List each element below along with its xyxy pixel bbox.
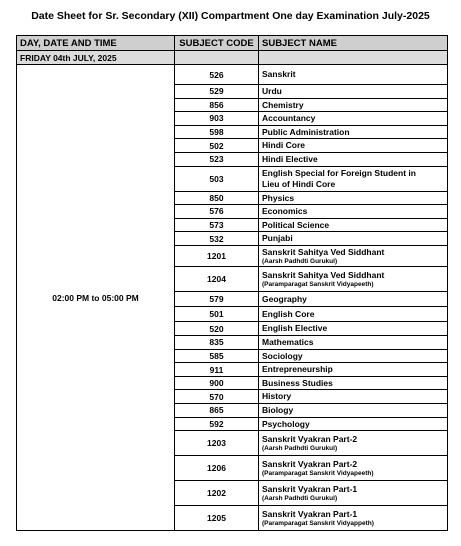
subject-code: 911 [175,363,259,377]
subject-code: 592 [175,417,259,431]
subject-code: 532 [175,232,259,246]
subject-name: Psychology [262,418,310,429]
subject-name: Hindi Core [262,140,305,151]
subject-code: 865 [175,404,259,418]
subject-code: 856 [175,98,259,112]
subject-institution-note: (Paramparagat Sanskrit Vidyapeeth) [262,281,374,289]
subject-institution-note: (Aarsh Padhdti Gurukul) [262,444,338,452]
subject-code: 585 [175,349,259,363]
subject-name: Economics [262,206,308,217]
subject-name-cell [259,191,448,205]
subject-name: Sanskrit Vyakran Part-1 [262,483,358,494]
subject-code: 1201 [175,245,259,267]
table-row [17,65,448,85]
subject-code: 503 [175,166,259,191]
exam-time: 02:00 PM to 05:00 PM [17,65,175,531]
subject-name-cell [259,139,448,153]
subject-code: 850 [175,191,259,205]
subject-name: History [262,391,292,402]
subject-code: 598 [175,125,259,139]
subject-code: 1204 [175,267,259,292]
subject-name: English Elective [262,323,328,334]
day-row-name-blank [259,51,448,65]
subject-institution-note: (Paramparagat Sanskrit Vidyappeth) [262,519,374,527]
subject-name: Sanskrit Vyakran Part-1 [262,508,358,519]
subject-name: Mathematics [262,337,314,348]
subject-name-cell [259,85,448,99]
subject-code: 520 [175,322,259,336]
subject-name-cell [259,267,448,292]
subject-code: 903 [175,112,259,126]
subject-code: 576 [175,205,259,219]
subject-name-cell [259,65,448,85]
subject-institution-note: (Paramparagat Sanskrit Vidyapeeth) [262,469,374,477]
subject-name-cell [259,349,448,363]
subject-code: 573 [175,218,259,232]
subject-name: Biology [262,405,294,416]
subject-code: 835 [175,336,259,350]
subject-code: 1205 [175,506,259,531]
header-subject-name: SUBJECT NAME [259,36,448,51]
subject-name-cell [259,166,448,191]
subject-name: Business Studies [262,377,333,388]
subject-name: Sanskrit Vyakran Part-2 [262,433,358,444]
subject-name: Punjabi [262,233,293,244]
subject-name-cell [259,125,448,139]
subject-name-cell [259,431,448,456]
subject-name-cell [259,481,448,506]
subject-name-cell [259,322,448,336]
subject-name-cell [259,376,448,390]
subject-name-cell [259,218,448,232]
subject-institution-note: (Aarsh Padhdti Gurukul) [262,494,338,502]
subject-name: Hindi Elective [262,154,318,165]
page-title: Date Sheet for Sr. Secondary (XII) Compartment One day Examination July-2025 [31,10,430,22]
subject-name-cell [259,292,448,307]
subject-code: 1202 [175,481,259,506]
subject-name: English Core [262,309,315,320]
subject-name: Sociology [262,350,303,361]
subject-name: Urdu [262,86,282,97]
subject-name: Sanskrit [262,69,296,80]
subject-code: 900 [175,376,259,390]
subject-name-cell [259,307,448,322]
subject-name: Accountancy [262,113,316,124]
subject-code: 579 [175,292,259,307]
day-label: FRIDAY 04th JULY, 2025 [17,51,175,65]
subject-name: Sanskrit Vyakran Part-2 [262,458,358,469]
day-row [17,51,448,65]
subject-name: Chemistry [262,99,304,110]
subject-code: 502 [175,139,259,153]
subject-name: Political Science [262,219,330,230]
subject-name-cell [259,152,448,166]
subject-name-cell [259,205,448,219]
subject-name-cell [259,417,448,431]
subject-name-cell [259,336,448,350]
subject-code: 570 [175,390,259,404]
subject-name-cell [259,404,448,418]
header-day-date-time: DAY, DATE AND TIME [17,36,175,51]
date-sheet-table [16,35,448,531]
subject-name-cell [259,456,448,481]
subject-name: Entrepreneurship [262,364,333,375]
subject-code: 523 [175,152,259,166]
subject-name-cell [259,390,448,404]
subject-name: Sanskrit Sahitya Ved Siddhant [262,270,385,281]
subject-name-cell [259,232,448,246]
header-row [17,36,448,51]
subject-name-cell [259,112,448,126]
subject-name-cell [259,363,448,377]
subject-name-cell [259,506,448,531]
subject-name: Physics [262,192,295,203]
subject-name-line2: Lieu of Hindi Core [262,178,336,189]
subject-code: 529 [175,85,259,99]
subject-code: 1203 [175,431,259,456]
subject-name: Geography [262,294,307,305]
subject-code: 501 [175,307,259,322]
subject-code: 1206 [175,456,259,481]
subject-name: Public Administration [262,126,350,137]
subject-code: 526 [175,65,259,85]
day-row-code-blank [175,51,259,65]
subject-institution-note: (Aarsh Padhdti Gurukul) [262,257,338,265]
subject-name-cell [259,98,448,112]
header-subject-code: SUBJECT CODE [175,36,259,51]
subject-name: English Special for Foreign Student in [262,167,416,178]
subject-name-cell [259,245,448,267]
subject-name: Sanskrit Sahitya Ved Siddhant [262,246,385,257]
